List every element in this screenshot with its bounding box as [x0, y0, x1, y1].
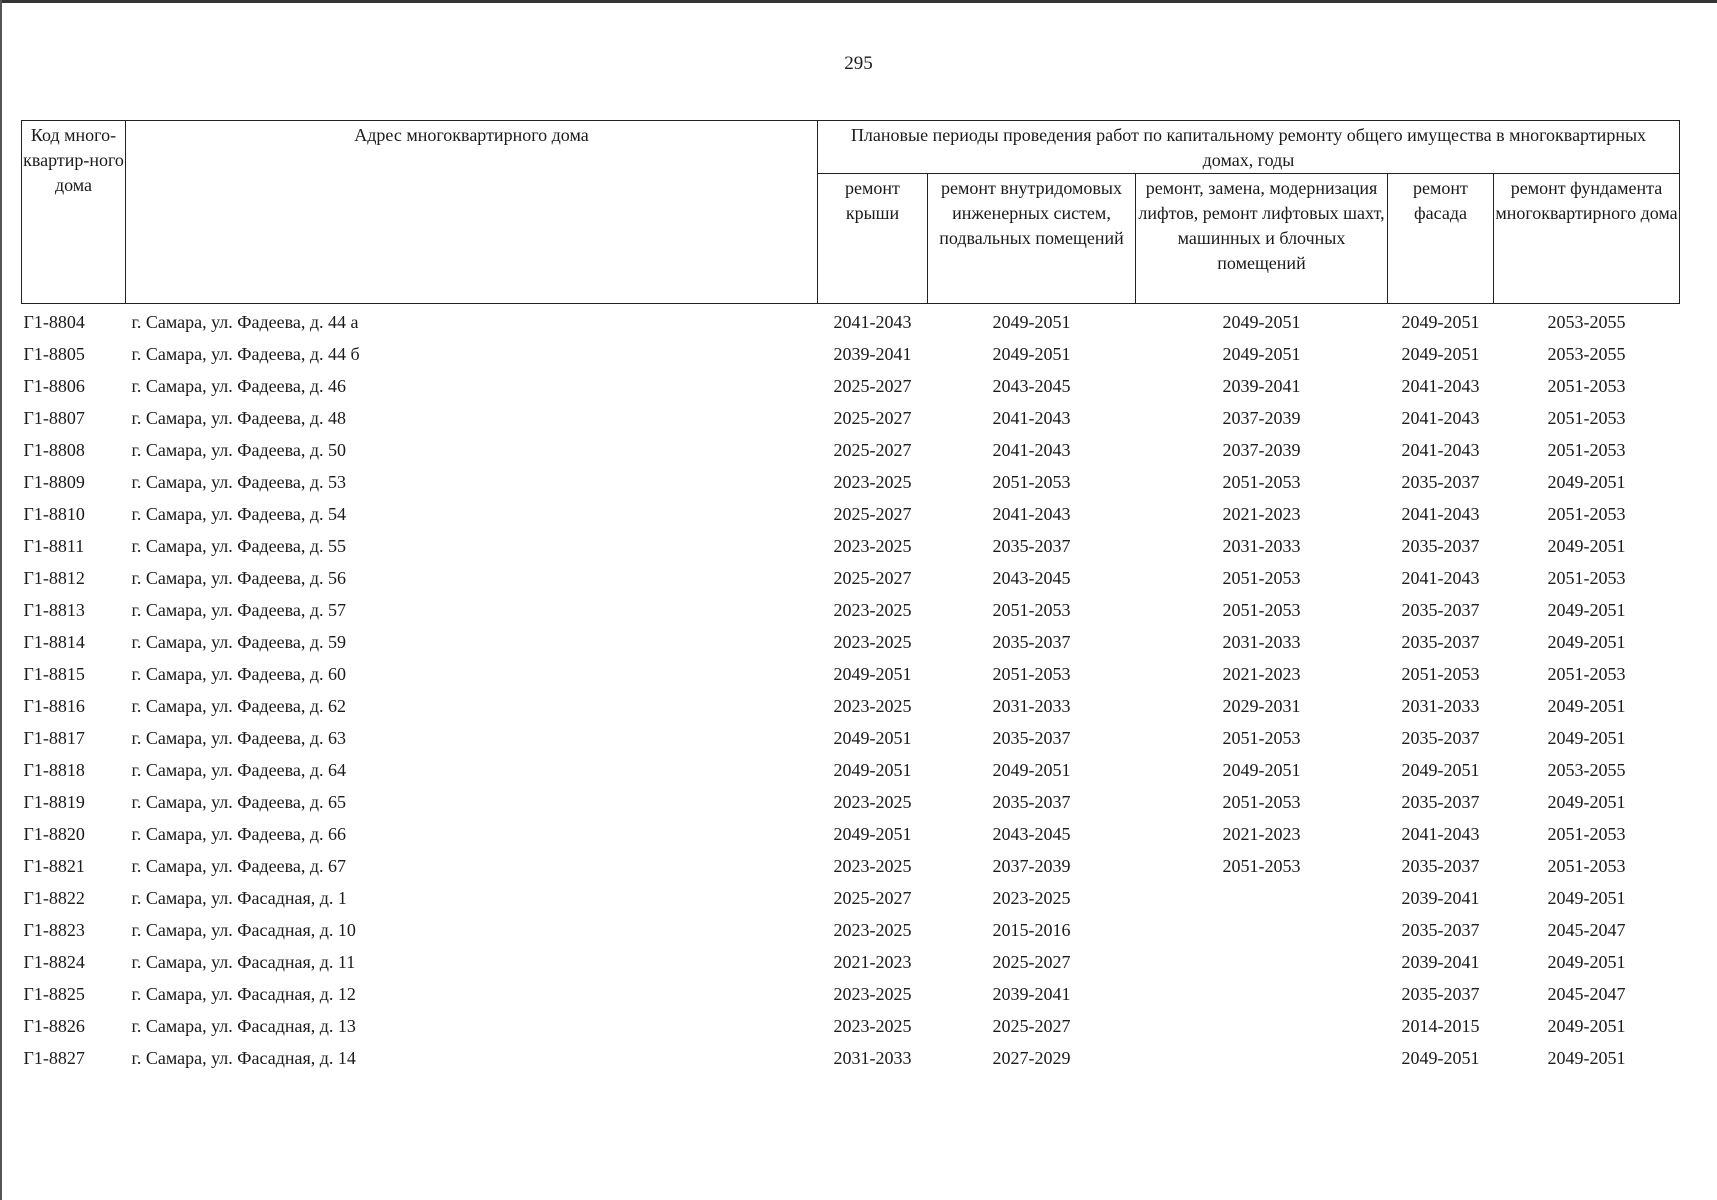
cell-lifts: 2051-2053 [1222, 727, 1301, 748]
cell-engineering: 2035-2037 [992, 727, 1071, 748]
cell-address: г. Самара, ул. Фадеева, д. 46 [131, 375, 347, 396]
cell-lifts: 2051-2053 [1222, 855, 1301, 876]
cell-lifts: 2049-2051 [1222, 343, 1301, 364]
cell-facade: 2049-2051 [1401, 759, 1480, 780]
table-row [22, 690, 1680, 722]
cell-roof: 2041-2043 [833, 311, 912, 332]
cell-engineering: 2043-2045 [992, 375, 1071, 396]
cell-engineering: 2043-2045 [992, 567, 1071, 588]
cell-foundation: 2051-2053 [1547, 375, 1626, 396]
cell-roof: 2025-2027 [833, 407, 912, 428]
cell-code: Г1-8822 [23, 887, 85, 908]
cell-code: Г1-8826 [23, 1015, 85, 1036]
capital-repair-table [21, 120, 1680, 1074]
scan-edge-top [0, 0, 1717, 3]
cell-lifts: 2051-2053 [1222, 567, 1301, 588]
cell-address: г. Самара, ул. Фадеева, д. 65 [131, 791, 347, 812]
cell-lifts: 2021-2023 [1222, 503, 1301, 524]
cell-foundation: 2051-2053 [1547, 823, 1626, 844]
cell-roof: 2025-2027 [833, 503, 912, 524]
cell-engineering: 2031-2033 [992, 695, 1071, 716]
cell-foundation: 2049-2051 [1547, 695, 1626, 716]
cell-lifts: 2021-2023 [1222, 663, 1301, 684]
cell-engineering: 2035-2037 [992, 631, 1071, 652]
cell-code: Г1-8812 [23, 567, 85, 588]
cell-foundation: 2049-2051 [1547, 951, 1626, 972]
table-row [22, 722, 1680, 754]
cell-foundation: 2051-2053 [1547, 855, 1626, 876]
cell-foundation: 2045-2047 [1547, 983, 1626, 1004]
header-lifts: ремонт, замена, модернизация лифтов, ремонт лифтовых шахт, машинных и блочных помещений [1136, 174, 1388, 304]
cell-address: г. Самара, ул. Фасадная, д. 10 [131, 919, 356, 940]
cell-address: г. Самара, ул. Фасадная, д. 11 [131, 951, 356, 972]
cell-code: Г1-8818 [23, 759, 85, 780]
cell-roof: 2025-2027 [833, 887, 912, 908]
cell-foundation: 2051-2053 [1547, 407, 1626, 428]
header-code: Код много-квартир-ного дома [22, 121, 126, 304]
cell-facade: 2049-2051 [1401, 1047, 1480, 1068]
cell-code: Г1-8820 [23, 823, 85, 844]
cell-facade: 2031-2033 [1401, 695, 1480, 716]
cell-engineering: 2051-2053 [992, 599, 1071, 620]
table-row [22, 466, 1680, 498]
cell-code: Г1-8823 [23, 919, 85, 940]
cell-foundation: 2053-2055 [1547, 311, 1626, 332]
cell-foundation: 2049-2051 [1547, 791, 1626, 812]
cell-roof: 2023-2025 [833, 471, 912, 492]
table-row [22, 594, 1680, 626]
cell-roof: 2023-2025 [833, 535, 912, 556]
cell-address: г. Самара, ул. Фадеева, д. 55 [131, 535, 347, 556]
cell-engineering: 2015-2016 [992, 919, 1071, 940]
header-engineering: ремонт внутридомовых инженерных систем, подвальных помещений [928, 174, 1136, 304]
table-row [22, 882, 1680, 914]
cell-engineering: 2039-2041 [992, 983, 1071, 1004]
cell-engineering: 2051-2053 [992, 663, 1071, 684]
cell-facade: 2041-2043 [1401, 439, 1480, 460]
cell-facade: 2035-2037 [1401, 791, 1480, 812]
cell-lifts [1136, 914, 1388, 946]
table-row [22, 402, 1680, 434]
cell-engineering: 2051-2053 [992, 471, 1071, 492]
cell-facade: 2039-2041 [1401, 951, 1480, 972]
cell-lifts: 2051-2053 [1222, 599, 1301, 620]
cell-roof: 2023-2025 [833, 919, 912, 940]
cell-address: г. Самара, ул. Фадеева, д. 56 [131, 567, 347, 588]
table-row [22, 562, 1680, 594]
cell-roof: 2023-2025 [833, 1015, 912, 1036]
cell-lifts: 2021-2023 [1222, 823, 1301, 844]
table-row [22, 818, 1680, 850]
header-roof: ремонт крыши [818, 174, 928, 304]
cell-roof: 2021-2023 [833, 951, 912, 972]
cell-code: Г1-8810 [23, 503, 85, 524]
cell-code: Г1-8825 [23, 983, 85, 1004]
cell-code: Г1-8814 [23, 631, 85, 652]
cell-foundation: 2051-2053 [1547, 567, 1626, 588]
cell-roof: 2023-2025 [833, 695, 912, 716]
cell-foundation: 2053-2055 [1547, 759, 1626, 780]
table-row [22, 434, 1680, 466]
table-row [22, 626, 1680, 658]
cell-facade: 2035-2037 [1401, 535, 1480, 556]
cell-foundation: 2049-2051 [1547, 471, 1626, 492]
table-row [22, 530, 1680, 562]
cell-roof: 2023-2025 [833, 983, 912, 1004]
cell-foundation: 2045-2047 [1547, 919, 1626, 940]
cell-facade: 2035-2037 [1401, 983, 1480, 1004]
table-row [22, 658, 1680, 690]
cell-roof: 2049-2051 [833, 663, 912, 684]
cell-engineering: 2027-2029 [992, 1047, 1071, 1068]
cell-address: г. Самара, ул. Фадеева, д. 67 [131, 855, 347, 876]
table-body [22, 304, 1680, 1075]
cell-lifts: 2029-2031 [1222, 695, 1301, 716]
cell-address: г. Самара, ул. Фадеева, д. 44 б [131, 343, 360, 364]
cell-lifts: 2051-2053 [1222, 471, 1301, 492]
cell-code: Г1-8807 [23, 407, 85, 428]
table-row [22, 978, 1680, 1010]
cell-foundation: 2049-2051 [1547, 631, 1626, 652]
cell-address: г. Самара, ул. Фадеева, д. 64 [131, 759, 347, 780]
cell-address: г. Самара, ул. Фадеева, д. 66 [131, 823, 347, 844]
table-row [22, 498, 1680, 530]
cell-foundation: 2051-2053 [1547, 663, 1626, 684]
cell-code: Г1-8821 [23, 855, 85, 876]
cell-code: Г1-8809 [23, 471, 85, 492]
cell-facade: 2041-2043 [1401, 407, 1480, 428]
cell-lifts: 2031-2033 [1222, 535, 1301, 556]
cell-foundation: 2049-2051 [1547, 1015, 1626, 1036]
cell-lifts [1136, 1042, 1388, 1074]
cell-lifts [1136, 1010, 1388, 1042]
cell-roof: 2049-2051 [833, 727, 912, 748]
cell-lifts: 2049-2051 [1222, 759, 1301, 780]
table-row [22, 304, 1680, 339]
cell-address: г. Самара, ул. Фадеева, д. 53 [131, 471, 347, 492]
cell-address: г. Самара, ул. Фадеева, д. 60 [131, 663, 347, 684]
cell-roof: 2049-2051 [833, 823, 912, 844]
cell-lifts: 2031-2033 [1222, 631, 1301, 652]
cell-engineering: 2049-2051 [992, 311, 1071, 332]
cell-foundation: 2049-2051 [1547, 887, 1626, 908]
cell-address: г. Самара, ул. Фадеева, д. 44 а [131, 311, 359, 332]
cell-address: г. Самара, ул. Фадеева, д. 62 [131, 695, 347, 716]
cell-roof: 2039-2041 [833, 343, 912, 364]
cell-code: Г1-8808 [23, 439, 85, 460]
cell-lifts: 2049-2051 [1222, 311, 1301, 332]
cell-facade: 2035-2037 [1401, 919, 1480, 940]
table-row [22, 946, 1680, 978]
cell-foundation: 2049-2051 [1547, 727, 1626, 748]
header-facade: ремонт фасада [1388, 174, 1494, 304]
cell-roof: 2025-2027 [833, 439, 912, 460]
cell-engineering: 2025-2027 [992, 951, 1071, 972]
cell-address: г. Самара, ул. Фасадная, д. 13 [131, 1015, 356, 1036]
cell-roof: 2023-2025 [833, 855, 912, 876]
cell-facade: 2039-2041 [1401, 887, 1480, 908]
cell-facade: 2041-2043 [1401, 375, 1480, 396]
header-periods: Плановые периоды проведения работ по капитальному ремонту общего имущества в многоквартирных домах, годы [818, 121, 1680, 174]
cell-code: Г1-8824 [23, 951, 85, 972]
cell-engineering: 2025-2027 [992, 1015, 1071, 1036]
cell-roof: 2031-2033 [833, 1047, 912, 1068]
table-row [22, 1010, 1680, 1042]
cell-code: Г1-8815 [23, 663, 85, 684]
cell-facade: 2035-2037 [1401, 599, 1480, 620]
cell-facade: 2035-2037 [1401, 471, 1480, 492]
cell-facade: 2014-2015 [1401, 1015, 1480, 1036]
cell-foundation: 2049-2051 [1547, 599, 1626, 620]
cell-code: Г1-8819 [23, 791, 85, 812]
cell-lifts: 2051-2053 [1222, 791, 1301, 812]
cell-roof: 2025-2027 [833, 567, 912, 588]
cell-engineering: 2023-2025 [992, 887, 1071, 908]
table-row [22, 754, 1680, 786]
cell-foundation: 2053-2055 [1547, 343, 1626, 364]
cell-engineering: 2035-2037 [992, 791, 1071, 812]
cell-roof: 2023-2025 [833, 791, 912, 812]
cell-facade: 2035-2037 [1401, 631, 1480, 652]
cell-address: г. Самара, ул. Фасадная, д. 1 [131, 887, 347, 908]
cell-code: Г1-8827 [23, 1047, 85, 1068]
cell-address: г. Самара, ул. Фадеева, д. 50 [131, 439, 347, 460]
table-row [22, 370, 1680, 402]
cell-facade: 2035-2037 [1401, 727, 1480, 748]
cell-code: Г1-8813 [23, 599, 85, 620]
page-number: 295 [844, 53, 873, 74]
cell-address: г. Самара, ул. Фадеева, д. 59 [131, 631, 347, 652]
cell-foundation: 2051-2053 [1547, 439, 1626, 460]
cell-lifts: 2037-2039 [1222, 407, 1301, 428]
cell-roof: 2049-2051 [833, 759, 912, 780]
cell-engineering: 2041-2043 [992, 439, 1071, 460]
cell-address: г. Самара, ул. Фадеева, д. 48 [131, 407, 347, 428]
table-row [22, 914, 1680, 946]
cell-facade: 2041-2043 [1401, 503, 1480, 524]
cell-address: г. Самара, ул. Фадеева, д. 63 [131, 727, 347, 748]
cell-code: Г1-8811 [23, 535, 85, 556]
cell-lifts: 2037-2039 [1222, 439, 1301, 460]
cell-code: Г1-8805 [23, 343, 85, 364]
header-foundation: ремонт фундамента многоквартирного дома [1494, 174, 1680, 304]
scan-edge-left [0, 0, 2, 1200]
cell-lifts [1136, 978, 1388, 1010]
cell-engineering: 2037-2039 [992, 855, 1071, 876]
cell-code: Г1-8816 [23, 695, 85, 716]
cell-roof: 2023-2025 [833, 631, 912, 652]
cell-facade: 2051-2053 [1401, 663, 1480, 684]
cell-foundation: 2049-2051 [1547, 535, 1626, 556]
cell-engineering: 2049-2051 [992, 759, 1071, 780]
cell-facade: 2049-2051 [1401, 343, 1480, 364]
cell-lifts: 2039-2041 [1222, 375, 1301, 396]
cell-engineering: 2049-2051 [992, 343, 1071, 364]
table-row [22, 786, 1680, 818]
cell-lifts [1136, 946, 1388, 978]
cell-address: г. Самара, ул. Фасадная, д. 14 [131, 1047, 356, 1068]
cell-foundation: 2051-2053 [1547, 503, 1626, 524]
cell-engineering: 2043-2045 [992, 823, 1071, 844]
cell-facade: 2041-2043 [1401, 567, 1480, 588]
cell-lifts [1136, 882, 1388, 914]
cell-facade: 2049-2051 [1401, 311, 1480, 332]
cell-facade: 2041-2043 [1401, 823, 1480, 844]
cell-address: г. Самара, ул. Фадеева, д. 54 [131, 503, 347, 524]
cell-address: г. Самара, ул. Фасадная, д. 12 [131, 983, 356, 1004]
table-row [22, 850, 1680, 882]
table-row [22, 1042, 1680, 1074]
cell-facade: 2035-2037 [1401, 855, 1480, 876]
cell-code: Г1-8817 [23, 727, 85, 748]
header-address: Адрес многоквартирного дома [126, 121, 818, 304]
cell-foundation: 2049-2051 [1547, 1047, 1626, 1068]
cell-code: Г1-8804 [23, 311, 85, 332]
cell-engineering: 2035-2037 [992, 535, 1071, 556]
cell-address: г. Самара, ул. Фадеева, д. 57 [131, 599, 347, 620]
cell-engineering: 2041-2043 [992, 503, 1071, 524]
table-row [22, 338, 1680, 370]
cell-roof: 2025-2027 [833, 375, 912, 396]
cell-roof: 2023-2025 [833, 599, 912, 620]
cell-code: Г1-8806 [23, 375, 85, 396]
cell-engineering: 2041-2043 [992, 407, 1071, 428]
